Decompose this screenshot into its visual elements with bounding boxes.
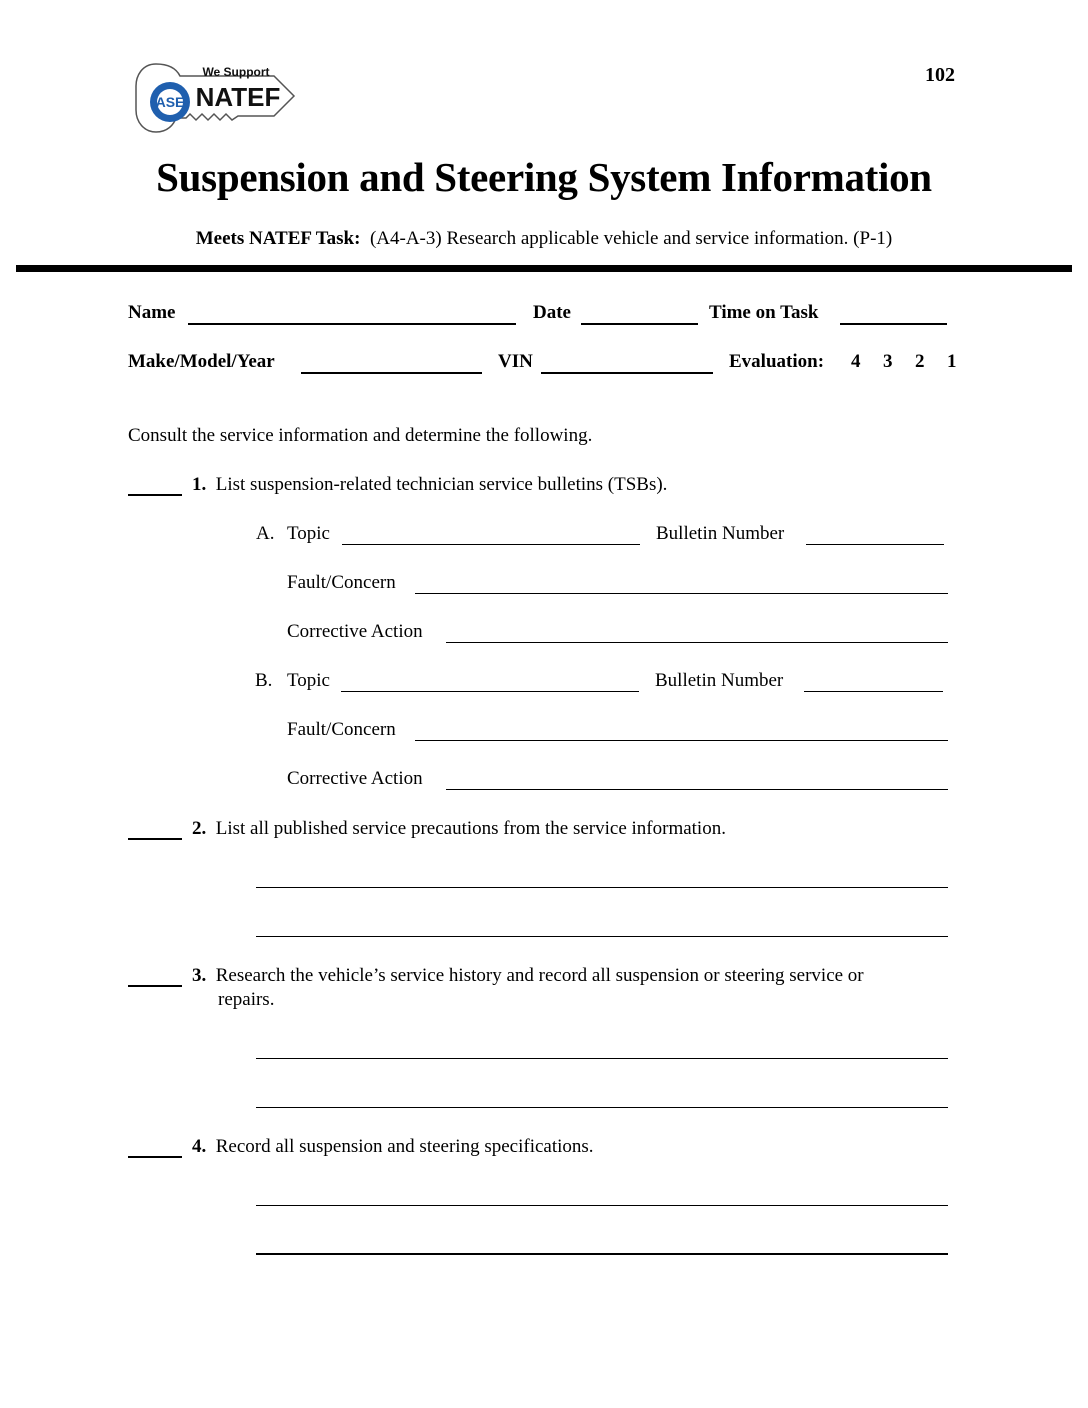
q1b-topic-field[interactable] [341,691,639,692]
q2-number: 2. [192,818,207,839]
svg-text:NATEF: NATEF [195,82,281,112]
q1-score-blank[interactable] [128,494,182,496]
natef-task [0,228,1088,250]
q1-number: 1. [192,474,207,495]
q3-answer-line-2[interactable] [256,1107,948,1108]
q3-text: Research the vehicle’s service history and record all suspension or steering service or [215,965,864,986]
q3-score-blank[interactable] [128,985,182,987]
name-field-label: Name [128,302,176,323]
q4-answer-line-1[interactable] [256,1205,948,1206]
instructions: Consult the service information and determine the following. [128,425,593,446]
q1a-action-label: Corrective Action [287,621,423,642]
vin-field[interactable] [541,372,713,374]
q1b-letter: B. [255,670,273,691]
q4-answer-line-2[interactable] [256,1253,948,1255]
q1a-bulletin-field[interactable] [806,544,944,545]
q2-answer-line-1[interactable] [256,887,948,888]
name-field[interactable] [188,323,516,325]
page-title: Suspension and Steering System Information [156,154,932,200]
q3-answer-line-1[interactable] [256,1058,948,1059]
q3-number: 3. [192,965,207,986]
q1b-fault-field[interactable] [415,740,948,741]
q4-number: 4. [192,1136,207,1157]
q1a-action-field[interactable] [446,642,948,643]
natef-logo [134,62,304,132]
q1-text: List suspension-related technician service bulletins (TSBs). [215,474,668,495]
ase-natef-key-icon [134,62,304,134]
q1b-action-label: Corrective Action [287,768,423,789]
evaluation-option-4[interactable]: 4 [851,351,861,372]
q2-text: List all published service precautions from the service information. [215,818,726,839]
q1 [192,474,667,496]
q1a-fault-field[interactable] [415,593,948,594]
task-label: Meets NATEF Task: [195,228,361,249]
q1b-action-field[interactable] [446,789,948,790]
time-on-task-field[interactable] [840,323,947,325]
q1a-topic-field[interactable] [342,544,640,545]
header-divider [16,265,1072,272]
time-on-task-label: Time on Task [709,302,819,323]
q1a-letter: A. [256,523,275,544]
evaluation-label: Evaluation: [729,351,825,372]
svg-text:ASE: ASE [155,94,185,110]
make-model-year-label: Make/Model/Year [128,351,275,372]
svg-text:We Support: We Support [202,65,270,79]
vin-label: VIN [498,351,533,372]
q1b-topic-label: Topic [287,670,330,691]
evaluation-option-3[interactable]: 3 [883,351,893,372]
q4 [192,1136,594,1158]
evaluation-option-2[interactable]: 2 [915,351,925,372]
make-model-year-field[interactable] [301,372,482,374]
q2-answer-line-2[interactable] [256,936,948,937]
q3-text-continued: repairs. [218,989,275,1010]
q1a-bulletin-label: Bulletin Number [656,523,785,544]
page-number: 102 [925,64,955,86]
evaluation-option-1[interactable]: 1 [947,351,957,372]
date-field[interactable] [581,323,698,325]
task-text: (A4-A-3) Research applicable vehicle and service information. (P-1) [369,228,893,249]
q2 [192,818,726,840]
q1a-fault-label: Fault/Concern [287,572,396,593]
q1b-bulletin-label: Bulletin Number [655,670,784,691]
q1b-bulletin-field[interactable] [804,691,943,692]
date-field-label: Date [533,302,571,323]
q1a-topic-label: Topic [287,523,330,544]
q4-text: Record all suspension and steering specifications. [215,1136,594,1157]
q2-score-blank[interactable] [128,838,182,840]
q3 [192,965,864,987]
q1b-fault-label: Fault/Concern [287,719,396,740]
q4-score-blank[interactable] [128,1156,182,1158]
